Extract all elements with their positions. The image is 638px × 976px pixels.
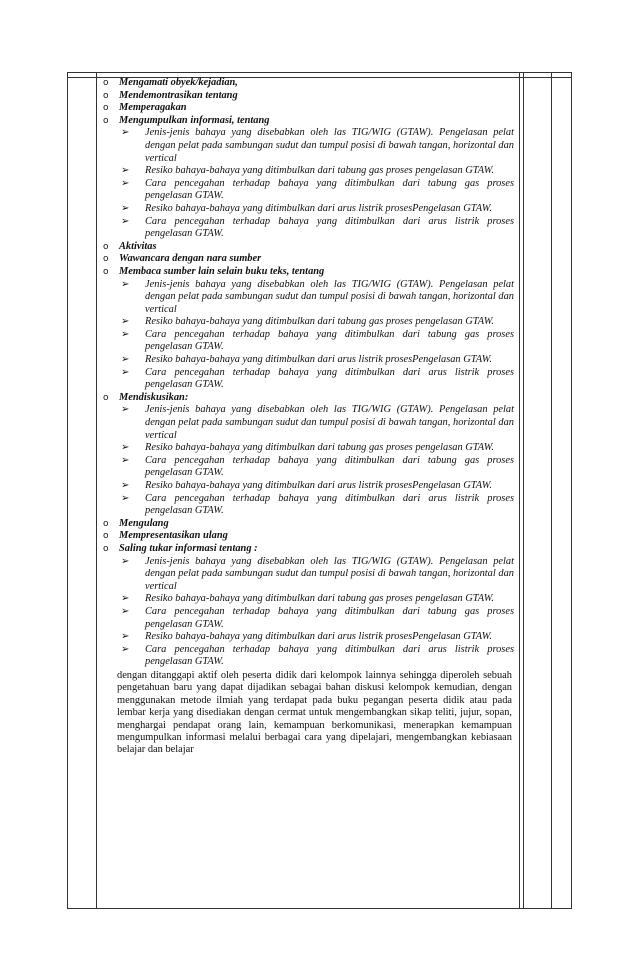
arrow-bullet-icon: ➢ [121, 328, 130, 340]
list-item [103, 518, 514, 531]
arrow-bullet-icon: ➢ [121, 631, 130, 643]
sub-list-item-text: Jenis-jenis bahaya yang disebabkan oleh las TIG/WIG (GTAW). Pengelasan pelat dengan pelat pada sambungan sudut dan tumpul posisi di bawah tangan, horizontal dan vertical [145, 404, 514, 441]
bullet-circle-icon: o [103, 543, 109, 554]
arrow-bullet-icon: ➢ [121, 492, 130, 504]
sub-list-item [103, 178, 514, 203]
sub-list-item [103, 455, 514, 480]
sub-list-item [103, 329, 514, 354]
sub-list-item-text: Jenis-jenis bahaya yang disebabkan oleh las TIG/WIG (GTAW). Pengelasan pelat dengan pelat pada sambungan sudut dan tumpul posisi di bawah tangan, horizontal dan vertical [145, 555, 514, 592]
sub-list-item [103, 556, 514, 594]
bullet-circle-icon: o [103, 531, 109, 542]
sub-list-item [103, 279, 514, 317]
list-item [103, 241, 514, 254]
sub-list-item [103, 442, 514, 455]
list-item [103, 77, 514, 90]
sub-list-item-text: Cara pencegahan terhadap bahaya yang ditimbulkan dari arus listrik proses pengelasan GTAW. [145, 215, 514, 240]
list-item [103, 253, 514, 266]
list-item-label: Mengulang [119, 517, 169, 529]
arrow-bullet-icon: ➢ [121, 442, 130, 454]
sub-list-item-text: Resiko bahaya-bahaya yang ditimbulkan dari tabung gas proses pengelasan GTAW. [145, 316, 495, 328]
closing-paragraph: dengan ditanggapi aktif oleh peserta didik dari kelompok lainnya sehingga diperoleh sebuah pengetahuan baru yang dapat dijadikan sebagai bahan diskusi kelompok kemudian, dengan menggunakan metode ilmiah yang terdapat pada buku pegangan peserta didik atau pada lembar kerja yang disediakan dengan cermat untuk mengembangkan sikap teliti, jujur, sopan, menghargai pendapat orang lain, kemampuan berkomunikasi, menerapkan kemampuan mengumpulkan informasi melalui berbagai cara yang dipelajari, mengembangkan kebiasaan belajar dan belajar [117, 669, 512, 756]
list-item-label: Memperagakan [119, 102, 187, 114]
sub-list-item [103, 354, 514, 367]
arrow-bullet-icon: ➢ [121, 593, 130, 605]
sub-list-item-text: Cara pencegahan terhadap bahaya yang ditimbulkan dari arus listrik proses pengelasan GTAW. [145, 643, 514, 668]
arrow-bullet-icon: ➢ [121, 404, 130, 416]
arrow-bullet-icon: ➢ [121, 454, 130, 466]
sub-list-item-text: Resiko bahaya-bahaya yang ditimbulkan dari arus listrik prosesPengelasan GTAW. [145, 631, 492, 643]
sub-list-item [103, 404, 514, 442]
arrow-bullet-icon: ➢ [121, 215, 130, 227]
sub-list-item-text: Cara pencegahan terhadap bahaya yang ditimbulkan dari tabung gas proses pengelasan GTAW. [145, 328, 514, 353]
list-item [103, 115, 514, 128]
bullet-circle-icon: o [103, 78, 109, 88]
sub-list-item-text: Cara pencegahan terhadap bahaya yang ditimbulkan dari tabung gas proses pengelasan GTAW. [145, 177, 514, 202]
sub-list-item-text: Jenis-jenis bahaya yang disebabkan oleh las TIG/WIG (GTAW). Pengelasan pelat dengan pelat pada sambungan sudut dan tumpul posisi di bawah tangan, horizontal dan vertical [145, 278, 514, 315]
bullet-circle-icon: o [103, 241, 109, 252]
bullet-circle-icon: o [103, 392, 109, 403]
sub-list-item-text: Cara pencegahan terhadap bahaya yang ditimbulkan dari arus listrik proses pengelasan GTAW. [145, 492, 514, 517]
list-item-label: Aktivitas [119, 240, 157, 252]
list-item-label: Wawancara dengan nara sumber [119, 253, 262, 265]
arrow-bullet-icon: ➢ [121, 278, 130, 290]
sub-list-item [103, 367, 514, 392]
list-item-label: Mendemontrasikan tentang [119, 89, 238, 101]
arrow-bullet-icon: ➢ [121, 555, 130, 567]
arrow-bullet-icon: ➢ [121, 366, 130, 378]
sub-list-item [103, 203, 514, 216]
sub-list-item-text: Cara pencegahan terhadap bahaya yang ditimbulkan dari arus listrik proses pengelasan GTAW. [145, 366, 514, 391]
sub-list-item-text: Resiko bahaya-bahaya yang ditimbulkan dari tabung gas proses pengelasan GTAW. [145, 593, 495, 605]
table-column-divider [551, 73, 552, 908]
arrow-bullet-icon: ➢ [121, 480, 130, 491]
list-item [103, 266, 514, 279]
table-column-divider [96, 73, 97, 908]
list-item [103, 530, 514, 543]
sub-list-item [103, 644, 514, 669]
list-item [103, 543, 514, 556]
sub-list-item-text: Cara pencegahan terhadap bahaya yang ditimbulkan dari tabung gas proses pengelasan GTAW. [145, 454, 514, 479]
sub-list-item-text: Resiko bahaya-bahaya yang ditimbulkan dari arus listrik prosesPengelasan GTAW. [145, 354, 492, 366]
arrow-bullet-icon: ➢ [121, 605, 130, 617]
arrow-bullet-icon: ➢ [121, 316, 130, 328]
bullet-circle-icon: o [103, 90, 109, 101]
arrow-bullet-icon: ➢ [121, 165, 130, 177]
list-item-label: Saling tukar informasi tentang : [119, 542, 258, 554]
bullet-circle-icon: o [103, 518, 109, 529]
sub-list-item [103, 480, 514, 493]
sub-list-item-text: Cara pencegahan terhadap bahaya yang ditimbulkan dari tabung gas proses pengelasan GTAW. [145, 605, 514, 630]
bullet-circle-icon: o [103, 266, 109, 277]
arrow-bullet-icon: ➢ [121, 177, 130, 189]
sub-list-item-text: Resiko bahaya-bahaya yang ditimbulkan dari tabung gas proses pengelasan GTAW. [145, 165, 495, 177]
sub-list-item [103, 165, 514, 178]
arrow-bullet-icon: ➢ [121, 127, 130, 139]
list-item [103, 392, 514, 405]
table-column-divider [519, 73, 520, 908]
sub-list-item [103, 631, 514, 644]
arrow-bullet-icon: ➢ [121, 643, 130, 655]
list-item-label: Mendiskusikan: [119, 391, 189, 403]
sub-list-item [103, 593, 514, 606]
sub-list-item-text: Resiko bahaya-bahaya yang ditimbulkan dari arus listrik prosesPengelasan GTAW. [145, 202, 492, 214]
activity-list [103, 77, 514, 757]
list-item-label: Mempresentasikan ulang [119, 530, 228, 542]
sub-list-item [103, 316, 514, 329]
bullet-circle-icon: o [103, 254, 109, 265]
list-item [103, 102, 514, 115]
sub-list-item [103, 127, 514, 165]
sub-list-item [103, 216, 514, 241]
arrow-bullet-icon: ➢ [121, 202, 130, 214]
list-item [103, 90, 514, 103]
arrow-bullet-icon: ➢ [121, 354, 130, 366]
bullet-circle-icon: o [103, 115, 109, 126]
list-item-label: Mengumpulkan informasi, tentang [119, 114, 270, 126]
sub-list-item [103, 493, 514, 518]
sub-list-item-text: Jenis-jenis bahaya yang disebabkan oleh las TIG/WIG (GTAW). Pengelasan pelat dengan pelat pada sambungan sudut dan tumpul posisi di bawah tangan, horizontal dan vertical [145, 127, 514, 164]
bullet-circle-icon: o [103, 103, 109, 114]
list-item-label: Membaca sumber lain selain buku teks, tentang [119, 265, 325, 277]
sub-list-item-text: Resiko bahaya-bahaya yang ditimbulkan dari tabung gas proses pengelasan GTAW. [145, 442, 495, 454]
sub-list-item [103, 606, 514, 631]
sub-list-item-text: Resiko bahaya-bahaya yang ditimbulkan dari arus listrik prosesPengelasan GTAW. [145, 480, 492, 491]
list-item-label: Mengamati obyek/kejadian, [119, 77, 238, 88]
table-column-divider [523, 73, 524, 908]
